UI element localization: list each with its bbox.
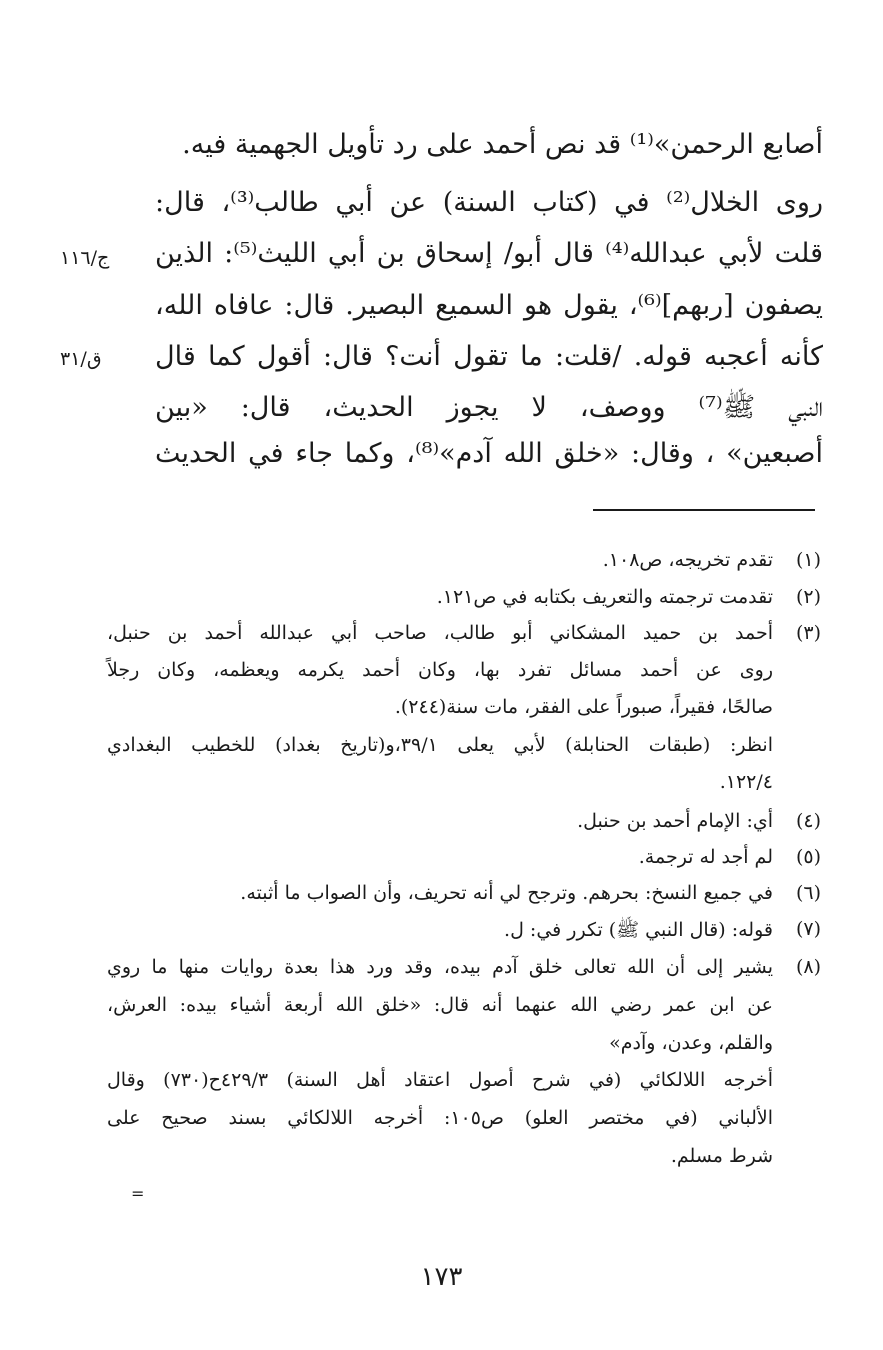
main-text-line-1: أصابع الرحمن»⁽¹⁾ قد نص أحمد على رد تأويل الجهمية فيه.	[182, 129, 823, 160]
footnote-text-line: تقدم تخريجه، ص١٠٨.	[602, 549, 773, 571]
main-text-line-2: روى الخلال⁽²⁾ في (كتاب السنة) عن أبي طالب⁽³⁾، قال:	[155, 187, 823, 218]
footnote-number: (٨)	[795, 956, 821, 978]
footnote-text-line: الألباني (في مختصر العلو) ص١٠٥: أخرجه اللالكائي بسند صحيح على	[107, 1107, 773, 1129]
main-text-line-4: يصفون [ربهم]⁽⁶⁾، يقول هو السميع البصير. قال: عافاه الله،	[155, 290, 823, 321]
footnote-text-line: شرط مسلم.	[670, 1145, 773, 1167]
footnote-number: (٤)	[795, 810, 821, 832]
margin-note-manuscript-qaf: ق/٣١	[60, 348, 102, 370]
main-text-line-3: قلت لأبي عبدالله⁽⁴⁾ قال أبو/ إسحاق بن أبي الليث⁽⁵⁾: الذين	[155, 238, 824, 269]
main-text-line-7: أصبعين» ، وقال: «خلق الله آدم»⁽⁸⁾، وكما جاء في الحديث	[155, 438, 823, 469]
footnote-number: (٢)	[795, 586, 821, 608]
footnote-text-line: أخرجه اللالكائي (في شرح أصول اعتقاد أهل السنة) ٤٢٩/٣ح(٧٣٠) وقال	[107, 1069, 773, 1091]
footnote-text-line: صالحًا، فقيراً، صبوراً على الفقر، مات سنة(٢٤٤).	[394, 696, 773, 718]
footnote-text-line: والقلم، وعدن، وآدم»	[609, 1032, 773, 1054]
footnote-number: (٣)	[795, 622, 821, 644]
margin-note-manuscript-jim: ج/١١٦	[60, 247, 110, 269]
footnote-text-line: انظر: (طبقات الحنابلة) لأبي يعلى ٣٩/١،و(تاريخ بغداد) للخطيب البغدادي	[107, 734, 773, 756]
footnote-text-line: تقدمت ترجمته والتعريف بكتابه في ص١٢١.	[436, 586, 773, 608]
page-number: ١٧٣	[420, 1262, 463, 1292]
main-text-line-6: النبي ﷺ⁽⁷⁾ ووصف، لا يجوز الحديث، قال: «بين	[155, 392, 823, 423]
footnote-text-line: قوله: (قال النبي ﷺ) تكرر في: ل.	[504, 919, 773, 941]
footnote-number: (١)	[795, 549, 821, 571]
footnote-text-line: أي: الإمام أحمد بن حنبل.	[577, 810, 773, 832]
footnote-text-line: في جميع النسخ: بحرهم. وترجح لي أنه تحريف، وأن الصواب ما أثبته.	[240, 882, 773, 904]
footnote-text-line: روى عن أحمد مسائل تفرد بها، وكان أحمد يكرمه ويعظمه، وكان رجلاً	[107, 659, 773, 681]
footnote-text-line: ١٢٢/٤.	[719, 771, 773, 793]
footnote-number: (٦)	[795, 882, 821, 904]
continuation-mark: =	[131, 1184, 145, 1203]
footnote-text-line: أحمد بن حميد المشكاني أبو طالب، صاحب أبي عبدالله أحمد بن حنبل،	[107, 622, 773, 644]
footnote-number: (٧)	[795, 918, 821, 940]
footnote-text-line: عن ابن عمر رضي الله عنهما أنه قال: «خلق الله أربعة أشياء بيده: العرش،	[107, 994, 773, 1016]
footnote-number: (٥)	[795, 846, 821, 868]
footnote-separator	[593, 509, 815, 511]
footnote-text-line: لم أجد له ترجمة.	[638, 846, 773, 868]
main-text-line-5: كأنه أعجبه قوله. /قلت: ما تقول أنت؟ قال: أقول كما قال	[155, 341, 823, 372]
footnote-text-line: يشير إلى أن الله تعالى خلق آدم بيده، وقد ورد هذا بعدة روايات منها ما روي	[107, 956, 773, 978]
